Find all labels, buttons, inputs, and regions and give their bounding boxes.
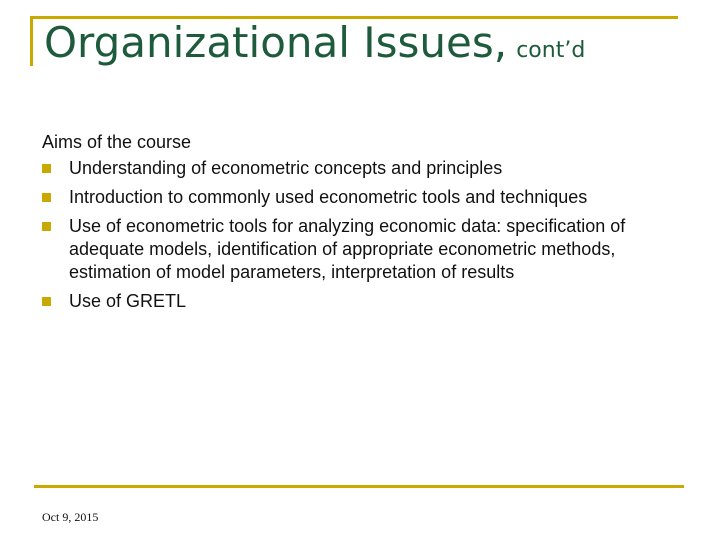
square-bullet-icon <box>42 297 51 306</box>
aims-list <box>42 157 692 313</box>
aims-list-item-text: Understanding of econometric concepts and principles <box>69 158 503 178</box>
aims-list-item <box>42 157 692 180</box>
footer-divider <box>34 485 684 488</box>
footer-date: Oct 9, 2015 <box>42 510 99 524</box>
slide-content <box>42 131 692 319</box>
square-bullet-icon <box>42 193 51 202</box>
slide-title-subtitle: cont’d <box>516 38 586 63</box>
aims-list-item <box>42 186 692 209</box>
aims-heading: Aims of the course <box>42 132 192 152</box>
aims-list-item-text: Use of GRETL <box>69 291 187 311</box>
aims-list-item-text: Use of econometric tools for analyzing economic data: specification of adequate models, identification of appropriate econometric methods, estimation of model parameters, interpretation of results <box>69 216 626 282</box>
slide-title-main: Organizational Issues, <box>44 18 508 67</box>
square-bullet-icon <box>42 222 51 231</box>
aims-list-item-text: Introduction to commonly used econometric tools and techniques <box>69 187 588 207</box>
slide-title <box>44 18 586 67</box>
aims-list-item <box>42 215 692 284</box>
aims-list-item <box>42 290 692 313</box>
title-frame-left-border <box>30 16 33 66</box>
square-bullet-icon <box>42 164 51 173</box>
